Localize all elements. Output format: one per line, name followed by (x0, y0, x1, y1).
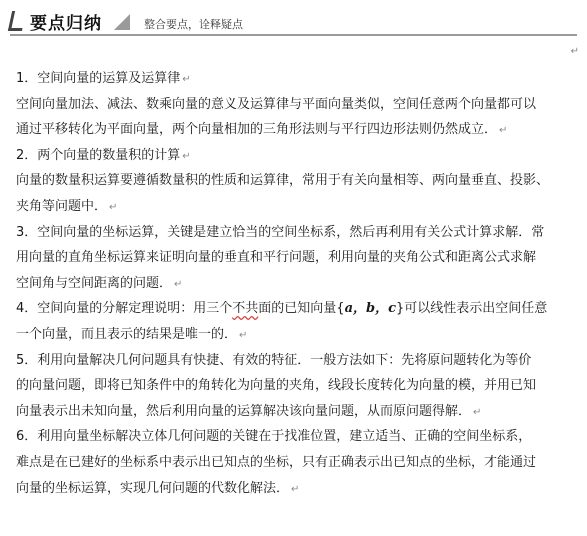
text-run: 1．空间向量的运算及运算律 (16, 71, 181, 86)
text-run: 3．空间向量的坐标运算，关键是建立恰当的空间坐标系，然后再利用有关公式计算求解．常 (16, 224, 545, 240)
text-line (16, 245, 572, 271)
text-line (16, 168, 572, 194)
text-run: 向量表示出未知向量，然后利用向量的运算解决该向量问题，从而原问题得解． (16, 403, 472, 419)
text-run: 一个向量，而且表示的结果是唯一的． (16, 326, 238, 342)
pilcrow-mark: ↵ (182, 74, 191, 85)
text-line (16, 220, 572, 246)
text-run: 夹角等问题中． (16, 198, 108, 214)
text-line (16, 424, 572, 450)
text-run: 6．利用向量坐标解决立体几何问题的关键在于找准位置，建立适当、正确的空间坐标系， (16, 429, 532, 445)
pilcrow-mark: ↵ (291, 483, 300, 495)
text-line (16, 66, 572, 92)
section-subtitle: 整合要点，诠释疑点 (144, 18, 243, 31)
text-run: 4．空间向量的分解定理说明：用三个 (16, 301, 233, 317)
bracket-icon (8, 11, 26, 31)
pilcrow-mark: ↵ (182, 150, 191, 162)
text-line (16, 476, 572, 502)
header-rule (10, 34, 577, 36)
text-run: 向量的坐标运算，实现几何问题的代数化解法． (16, 480, 290, 496)
text-line (16, 194, 572, 220)
section-header (10, 8, 577, 38)
text-line (16, 322, 572, 348)
text-run: 难点是在已建好的坐标系中表示出已知点的坐标，只有正确表示出已知点的坐标，才能通过 (16, 454, 537, 470)
text-run: 用向量的直角坐标运算来证明向量的垂直和平行问题，利用向量的夹角公式和距离公式求解 (16, 250, 537, 266)
document-body (16, 66, 572, 501)
pilcrow-mark: ↵ (473, 406, 482, 418)
pilcrow-mark: ↵ (499, 125, 508, 137)
text-run: 向量的数量积运算要遵循数量积的性质和运算律，常用于有关向量相等、两向量垂直、投影、 (16, 173, 550, 189)
text-line (16, 117, 572, 143)
text-run: 2．两个向量的数量积的计算 (16, 147, 181, 163)
pilcrow-mark: ↵ (239, 329, 248, 341)
text-line (16, 348, 572, 374)
pilcrow-mark: ↵ (570, 46, 579, 57)
text-run: a，b，c (344, 301, 397, 317)
text-run: 的向量问题，即将已知条件中的角转化为向量的夹角，线段长度转化为向量的模，并用已知 (16, 378, 537, 394)
text-line (16, 271, 572, 297)
text-run: 不共 (232, 301, 259, 317)
pilcrow-mark: ↵ (109, 201, 118, 213)
text-line (16, 450, 572, 476)
text-line (16, 143, 572, 169)
text-run: 空间向量加法、减法、数乘向量的意义及运算律与平面向量类似，空间任意两个向量都可以 (16, 96, 537, 112)
triangle-decoration (114, 14, 130, 30)
text-run: 5．利用向量解决几何问题具有快捷、有效的特征．一般方法如下：先将原问题转化为等价 (16, 352, 532, 368)
text-run: 空间角与空间距离的问题． (16, 275, 173, 291)
pilcrow-mark: ↵ (174, 278, 183, 290)
text-line (16, 296, 572, 322)
text-line (16, 399, 572, 425)
text-run: }可以线性表示出空间任意 (396, 301, 548, 317)
text-run: 面的已知向量{ (258, 301, 345, 317)
section-title: 要点归纳 (30, 13, 102, 34)
text-line (16, 373, 572, 399)
text-line (16, 92, 572, 118)
text-run: 通过平移转化为平面向量，两个向量相加的三角形法则与平行四边形法则仍然成立． (16, 122, 498, 138)
